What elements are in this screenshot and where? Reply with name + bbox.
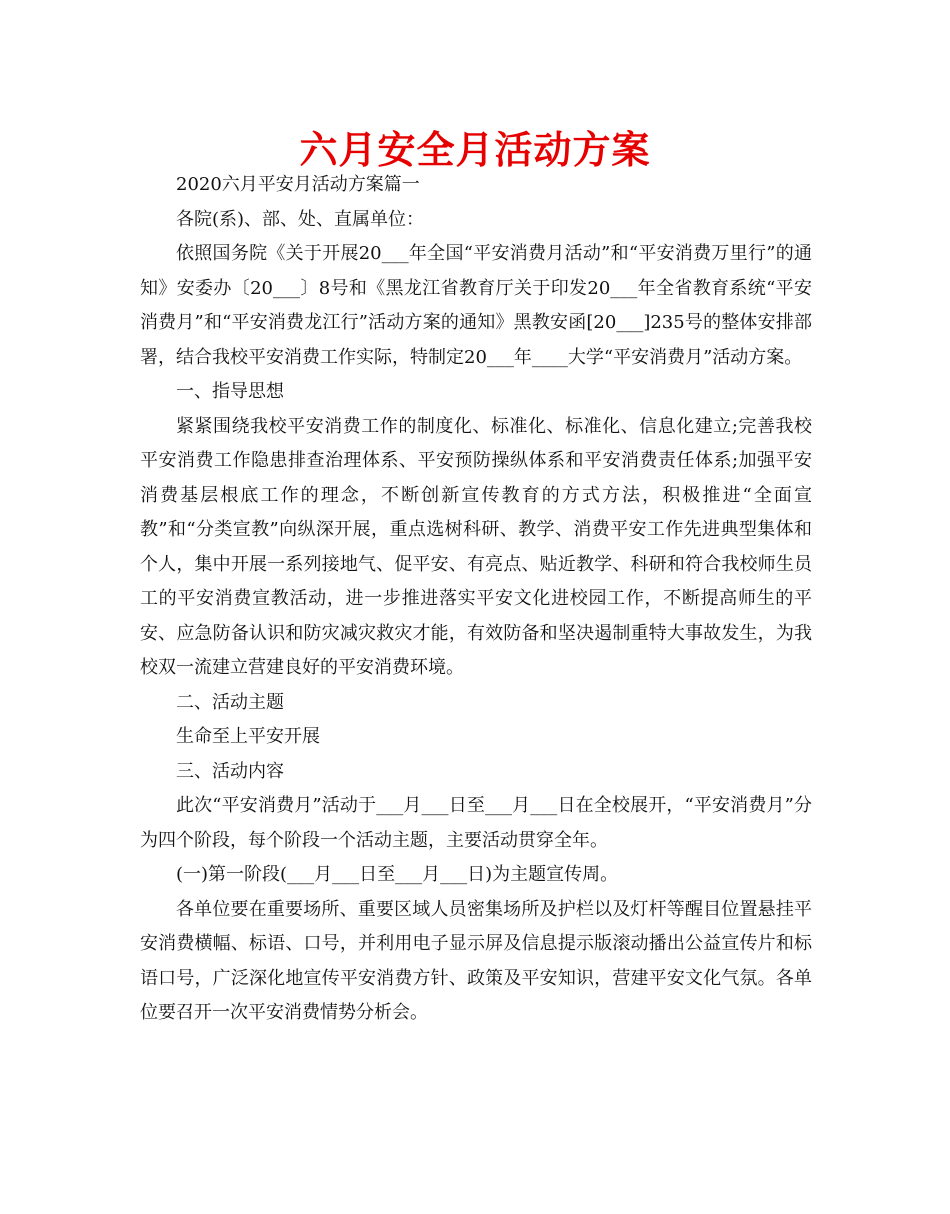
section-heading-content: 三、活动内容 — [176, 760, 284, 782]
paragraph-phase-one: (一)第一阶段(___月___日至___月___日)为主题宣传周。 — [176, 864, 619, 885]
section-heading-theme: 二、活动主题 — [176, 691, 284, 713]
section-heading-guiding-ideology: 一、指导思想 — [176, 381, 284, 402]
paragraph-heading-plan: 2020六月平安月活动方案篇一 — [176, 174, 420, 195]
document-title: 六月安全月活动方案 — [299, 128, 651, 172]
paragraph-guiding-ideology: 紧紧围绕我校平安消费工作的制度化、标准化、标准化、信息化建立;完善我校平安消费工作隐患排查治理体系、平安预防操纵体系和平安消费责任体系;加强平安消费基层根底工作的理念，不断创新宣传教育的方式方法，积极推进“全面宣教”和“分类宣教”向纵深开展，重点选树科研、教学、消费平安工作先进典型集体和个人，集中开展一系列接地气、促平安、有亮点、贴近教学、科研和符合我校师生员工的平安消费宣教活动，进一步推进落实平安文化进校园工作，不断提高师生的平安、应急防备认识和防灾减灾救灾才能，有效防备和坚决遏制重特大事故发生，为我校双一流建立营建良好的平安消费环境。 — [140, 415, 812, 678]
paragraph-theme: 生命至上平安开展 — [176, 726, 320, 747]
paragraph-basis: 依照国务院《关于开展20___年全国“平安消费月活动”和“平安消费万里行”的通知》安委办〔20___〕8号和《黑龙江省教育厅关于印发20___年全省教育系统“平安消费月”和“平安消费龙江行”活动方案的通知》黑教安函[20___]235号的整体安排部署，结合我校平安消费工作实际，特制定20___年____大学“平安消费月”活动方案。 — [140, 243, 812, 368]
paragraph-addressee: 各院(系)、部、处、直属单位： — [176, 208, 425, 230]
document-body — [140, 168, 812, 1031]
paragraph-content-intro: 此次“平安消费月”活动于___月___日至___月___日在全校展开，“平安消费月”分为四个阶段，每个阶段一个活动主题，主要活动贯穿全年。 — [140, 795, 812, 851]
paragraph-phase-one-detail: 各单位要在重要场所、重要区域人员密集场所及护栏以及灯杆等醒目位置悬挂平安消费横幅、标语、口号，并利用电子显示屏及信息提示版滚动播出公益宣传片和标语口号，广泛深化地宣传平安消费方针、政策及平安知识，营建平安文化气氛。各单位要召开一次平安消费情势分析会。 — [140, 898, 812, 1023]
